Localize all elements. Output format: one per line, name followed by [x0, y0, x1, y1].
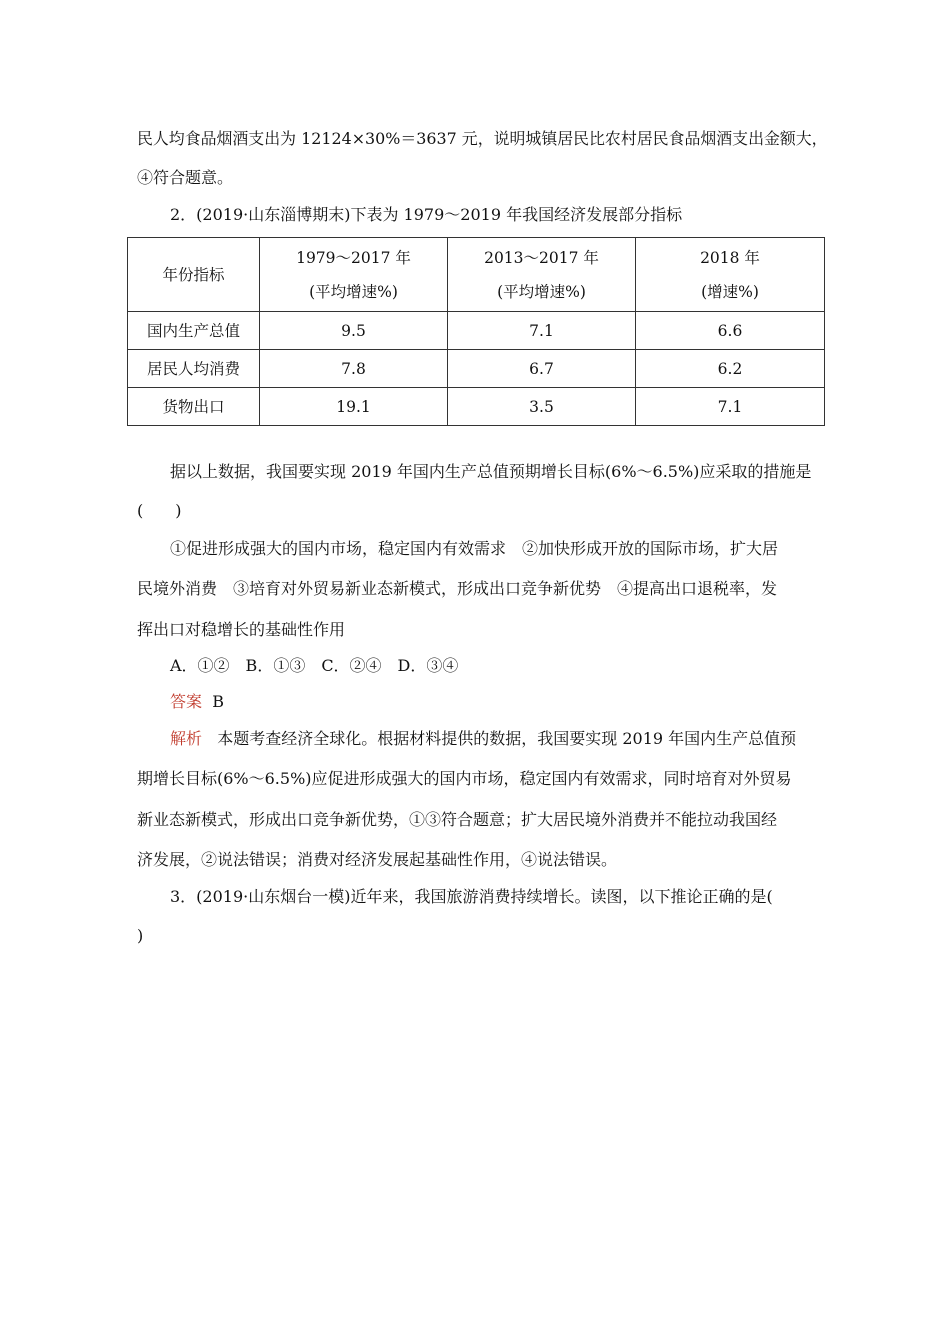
table-cell: 6.7 [448, 350, 636, 388]
analysis-text: 本题考查经济全球化。根据材料提供的数据，我国要实现 2019 年国内生产总值预 [217, 729, 797, 748]
table-cell: 7.8 [260, 350, 448, 388]
answer-value: B [212, 692, 224, 711]
question-2-stem: 2．(2019·山东淄博期末)下表为 1979～2019 年我国经济发展部分指标 [170, 205, 683, 224]
intro-line-1: 民人均食品烟酒支出为 12124×30%＝3637 元，说明城镇居民比农村居民食品烟酒支出金额大， [137, 129, 828, 148]
row-label: 居民人均消费 [128, 350, 260, 388]
table-cell: 6.6 [636, 312, 825, 350]
table-cell: 9.5 [260, 312, 448, 350]
question-3-stem: 3．(2019·山东烟台一模)近年来，我国旅游消费持续增长。读图，以下推论正确的是( [170, 887, 773, 906]
header-unit: (平均增速%) [497, 282, 586, 301]
table-cell: 3.5 [448, 388, 636, 426]
choices: A．①② B．①③ C．②④ D．③④ [170, 656, 459, 675]
question-3-stem-end: ) [137, 926, 144, 945]
table-row [128, 350, 825, 388]
analysis-line-1 [170, 729, 796, 749]
row-label: 国内生产总值 [128, 312, 260, 350]
analysis-line-3: 新业态新模式，形成出口竞争新优势，①③符合题意；扩大居民境外消费并不能拉动我国经 [137, 810, 778, 829]
question-2-text-1: 据以上数据，我国要实现 2019 年国内生产总值预期增长目标(6%～6.5%)应采取的措施是 [170, 462, 812, 481]
header-period: 2018 年 [700, 248, 760, 267]
table-cell: 7.1 [448, 312, 636, 350]
options-line-3: 挥出口对稳增长的基础性作用 [137, 620, 346, 639]
table-corner-cell: 年份指标 [128, 238, 260, 312]
analysis-line-4: 济发展，②说法错误；消费对经济发展起基础性作用，④说法错误。 [137, 850, 618, 869]
options-line-2: 民境外消费 ③培育对外贸易新业态新模式，形成出口竞争新优势 ④提高出口退税率，发 [137, 579, 778, 598]
table-cell: 6.2 [636, 350, 825, 388]
intro-line-2: ④符合题意。 [137, 168, 234, 187]
analysis-label: 解析 [170, 729, 203, 748]
header-unit: (平均增速%) [309, 282, 398, 301]
table-header-cell [636, 238, 825, 312]
table-row [128, 388, 825, 426]
answer-label: 答案 [170, 692, 203, 711]
analysis-line-2: 期增长目标(6%～6.5%)应促进形成强大的国内市场，稳定国内有效需求，同时培育对外贸易 [137, 769, 792, 788]
header-period: 2013～2017 年 [484, 248, 599, 267]
table-header-cell [448, 238, 636, 312]
table-cell: 19.1 [260, 388, 448, 426]
economic-indicators-table [127, 237, 825, 426]
header-period: 1979～2017 年 [296, 248, 411, 267]
header-unit: (增速%) [701, 282, 759, 301]
table-header-cell [260, 238, 448, 312]
table-row [128, 312, 825, 350]
options-line-1: ①促进形成强大的国内市场，稳定国内有效需求 ②加快形成开放的国际市场，扩大居 [170, 539, 779, 558]
answer [170, 692, 224, 712]
question-2-text-2: ( ) [137, 501, 182, 520]
table-header-row [128, 238, 825, 312]
row-label: 货物出口 [128, 388, 260, 426]
table-cell: 7.1 [636, 388, 825, 426]
